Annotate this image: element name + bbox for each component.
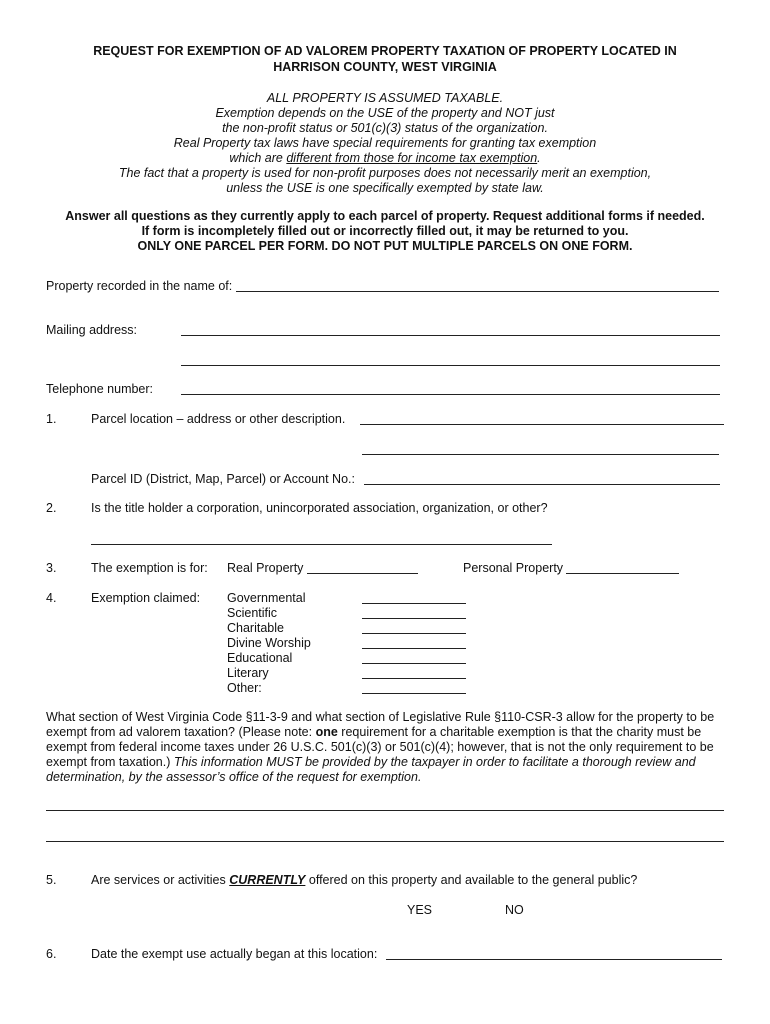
q5-number: 5.: [46, 873, 57, 887]
intro-line-6: The fact that a property is used for non-profit purposes does not necessarily merit an exemption,: [118, 166, 652, 180]
parcel-id-field[interactable]: [364, 484, 720, 485]
exemption-option-governmental: Governmental: [227, 591, 306, 605]
q4-label: Exemption claimed:: [91, 591, 201, 605]
q6-label: Date the exempt use actually began at this location:: [91, 947, 378, 961]
form-title-line-1: REQUEST FOR EXEMPTION OF AD VALOREM PROPERTY TAXATION OF PROPERTY LOCATED IN: [93, 44, 677, 58]
parcel-id-label: Parcel ID (District, Map, Parcel) or Account No.:: [91, 472, 355, 486]
exemption-option-educational: Educational: [227, 651, 293, 665]
exemption-option-charitable: Charitable: [227, 621, 284, 635]
code-section-answer-field-2[interactable]: [46, 841, 724, 842]
divine-worship-field[interactable]: [362, 648, 466, 649]
intro-line-1: ALL PROPERTY IS ASSUMED TAXABLE.: [266, 91, 504, 105]
instructions-line-2: If form is incompletely filled out or incorrectly filled out, it may be returned to you.: [141, 224, 629, 238]
scientific-field[interactable]: [362, 618, 466, 619]
yes-option[interactable]: YES: [407, 903, 433, 917]
governmental-field[interactable]: [362, 603, 466, 604]
code-question-italic-note: This information MUST be provided by the taxpayer in order to facilitate a thorough review and determination, by the assessor’s office of the request for exemption.: [46, 755, 696, 784]
intro-line-4: Real Property tax laws have special requirements for granting tax exemption: [173, 136, 597, 150]
real-property-label: Real Property: [227, 561, 304, 575]
mailing-address-field-2[interactable]: [181, 365, 720, 366]
parcel-location-field-2[interactable]: [362, 454, 719, 455]
parcel-location-field-1[interactable]: [360, 424, 724, 425]
no-option[interactable]: NO: [505, 903, 524, 917]
code-question-emphasis: one: [315, 725, 338, 739]
instructions-line-1: Answer all questions as they currently apply to each parcel of property. Request additional forms if needed.: [65, 209, 705, 223]
educational-field[interactable]: [362, 663, 466, 664]
q6-number: 6.: [46, 947, 57, 961]
mailing-address-label: Mailing address:: [46, 323, 138, 337]
exemption-option-divine-worship: Divine Worship: [227, 636, 311, 650]
intro-line-3: the non-profit status or 501(c)(3) status of the organization.: [222, 121, 548, 135]
q4-number: 4.: [46, 591, 57, 605]
exempt-use-date-field[interactable]: [386, 959, 722, 960]
exemption-option-other: Other:: [227, 681, 262, 695]
personal-property-label: Personal Property: [463, 561, 564, 575]
intro-line-5: which are different from those for income tax exemption.: [229, 151, 541, 165]
currently-emphasis: CURRENTLY: [229, 873, 306, 887]
other-field[interactable]: [362, 693, 466, 694]
real-property-field[interactable]: [307, 573, 418, 574]
form-title-line-2: HARRISON COUNTY, WEST VIRGINIA: [273, 60, 497, 74]
code-section-question: What section of West Virginia Code §11-3-9 and what section of Legislative Rule §110-CSR-3 allow for the property to be exempt from ad valorem taxation? (Please note: one requirement for a charitable exemption is that the charity must be exempt from federal income taxes under 26 U.S.C. 501(c)(3) or 501(c)(4); however, that is not the only requirement to be exempt from taxation.) This information MUST be provided by the taxpayer in order to facilitate a thorough review and determination, by the assessor’s office of the request for exemption.: [46, 710, 715, 784]
telephone-label: Telephone number:: [46, 382, 154, 396]
telephone-field[interactable]: [181, 394, 720, 395]
intro-line-7: unless the USE is one specifically exempted by state law.: [226, 181, 544, 195]
personal-property-field[interactable]: [566, 573, 679, 574]
q1-label: Parcel location – address or other description.: [91, 412, 346, 426]
q3-label: The exemption is for:: [91, 561, 208, 575]
mailing-address-field-1[interactable]: [181, 335, 720, 336]
literary-field[interactable]: [362, 678, 466, 679]
q5-label: Are services or activities CURRENTLY offered on this property and available to the general public?: [91, 873, 638, 887]
exemption-option-literary: Literary: [227, 666, 269, 680]
intro-underlined-text: different from those for income tax exemption: [286, 151, 538, 165]
intro-line-2: Exemption depends on the USE of the property and NOT just: [215, 106, 555, 120]
recorded-name-label: Property recorded in the name of:: [46, 279, 233, 293]
code-section-answer-field-1[interactable]: [46, 810, 724, 811]
q3-number: 3.: [46, 561, 57, 575]
charitable-field[interactable]: [362, 633, 466, 634]
exemption-option-scientific: Scientific: [227, 606, 278, 620]
title-holder-field[interactable]: [91, 544, 552, 545]
instructions-line-3: ONLY ONE PARCEL PER FORM. DO NOT PUT MULTIPLE PARCELS ON ONE FORM.: [137, 239, 633, 253]
q2-number: 2.: [46, 501, 57, 515]
q1-number: 1.: [46, 412, 57, 426]
recorded-name-field[interactable]: [236, 291, 719, 292]
q2-label: Is the title holder a corporation, unincorporated association, organization, or other?: [91, 501, 548, 515]
